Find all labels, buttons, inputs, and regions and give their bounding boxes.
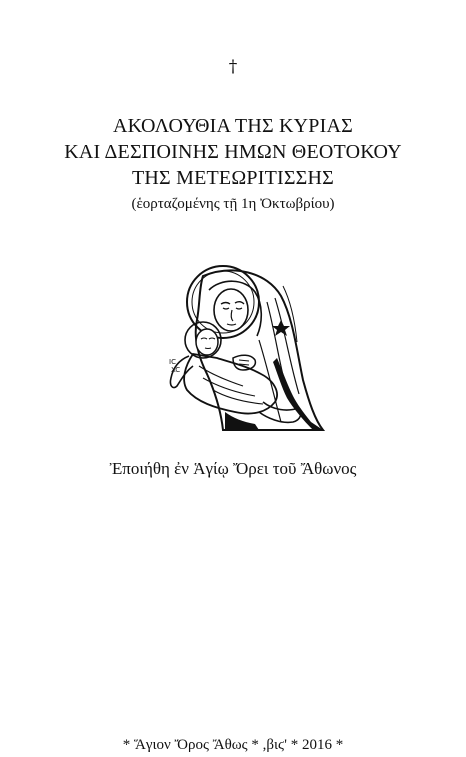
title-line-1: ΑΚΟΛΟΥΘΙΑ ΤΗΣ ΚΥΡΙΑΣ: [113, 115, 353, 137]
place-of-composition: Ἐποιήθη ἐν Ἁγίῳ Ὄρει τοῦ Ἄθωνος: [109, 459, 357, 478]
title-block: [0, 113, 466, 215]
footer-publication-line: * Ἅγιον Ὄρος Ἄθως * ,βιϛ' * 2016 *: [122, 737, 344, 753]
feast-date-subtitle: (ἑορταζομένης τῇ 1η Ὀκτωβρίου): [131, 196, 335, 212]
cross-symbol: †: [228, 57, 238, 77]
svg-text:IC: IC: [169, 358, 176, 366]
title-line-2: ΚΑΙ ΔΕΣΠΟΙΝΗΣ ΗΜΩΝ ΘΕΟΤΟΚΟΥ: [64, 141, 402, 163]
svg-text:XC: XC: [171, 366, 181, 374]
title-line-3: ΤΗΣ ΜΕΤΕΩΡΙΤΙΣΣΗΣ: [131, 167, 335, 189]
theotokos-and-child-icon: [163, 262, 328, 432]
